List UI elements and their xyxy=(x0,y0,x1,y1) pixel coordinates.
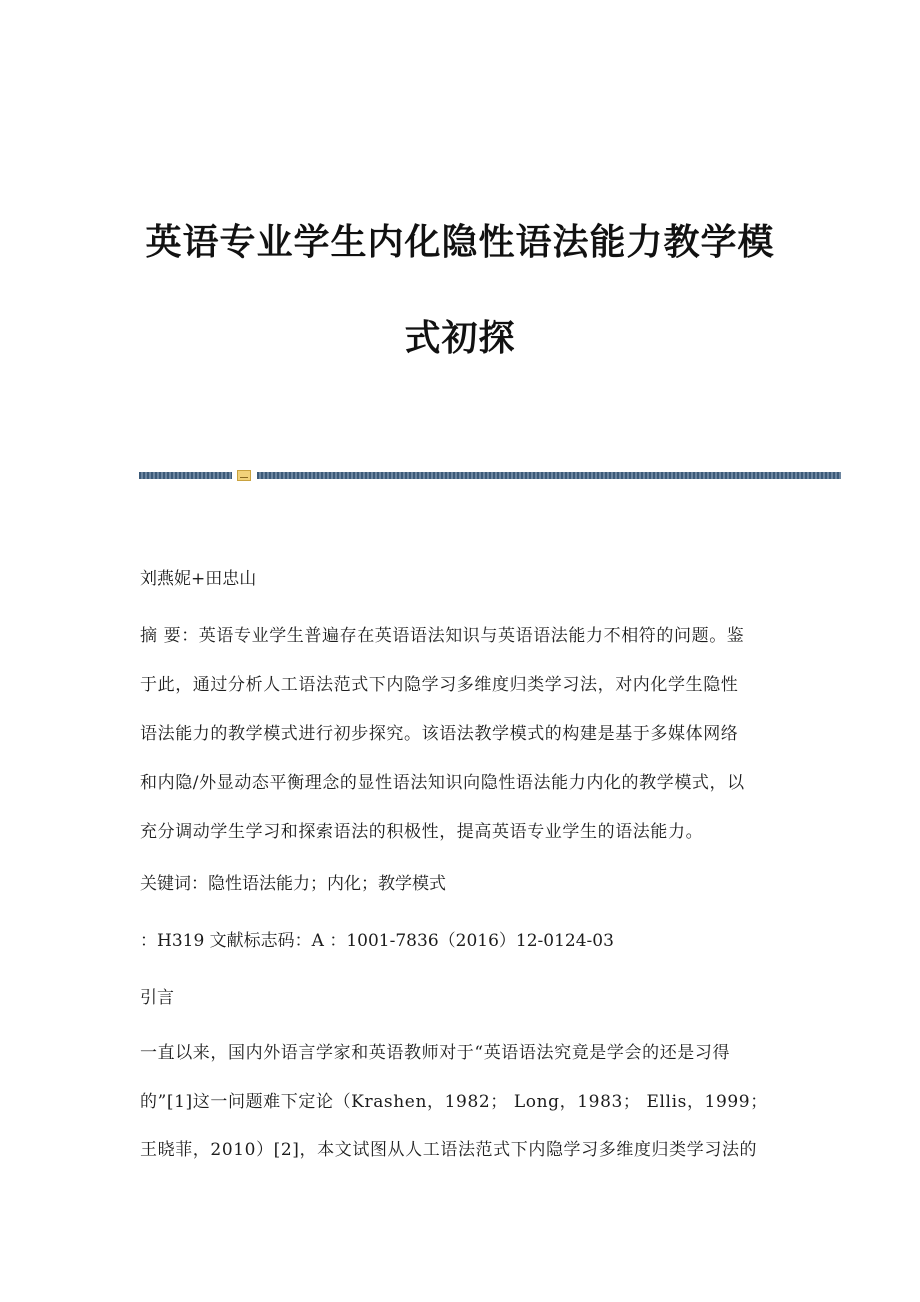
abstract-line: 充分调动学生学习和探索语法的积极性，提高英语专业学生的语法能力。 xyxy=(140,822,704,842)
classification-line: ：H319 文献标志码：A ：1001-7836（2016）12-0124-03 xyxy=(140,931,614,951)
author-line: 刘燕妮+田忠山 xyxy=(140,569,257,589)
divider-bar-right xyxy=(257,472,841,479)
keywords-line: 关键词：隐性语法能力；内化；教学模式 xyxy=(140,874,446,894)
document-title-line-2: 式初探 xyxy=(404,318,516,359)
document-title-line-1: 英语专业学生内化隐性语法能力教学模 xyxy=(145,222,775,263)
abstract-line: 摘 要：英语专业学生普遍存在英语语法知识与英语语法能力不相符的问题。鉴 xyxy=(140,626,745,646)
abstract-line: 和内隐/外显动态平衡理念的显性语法知识向隐性语法能力内化的教学模式，以 xyxy=(140,773,745,793)
title-divider xyxy=(139,470,841,482)
intro-line: 一直以来，国内外语言学家和英语教师对于“英语语法究竟是学会的还是习得 xyxy=(140,1043,731,1063)
divider-bar-left xyxy=(139,472,232,479)
abstract-line: 于此，通过分析人工语法范式下内隐学习多维度归类学习法，对内化学生隐性 xyxy=(140,675,739,695)
envelope-icon xyxy=(237,470,251,481)
intro-line: 的”[1]这一问题难下定论（Krashen，1982； Long，1983； Ellis，1999； xyxy=(140,1092,768,1112)
section-heading: 引言 xyxy=(140,988,174,1008)
abstract-line: 语法能力的教学模式进行初步探究。该语法教学模式的构建是基于多媒体网络 xyxy=(140,724,739,744)
intro-line: 王晓菲，2010）[2]，本文试图从人工语法范式下内隐学习多维度归类学习法的 xyxy=(140,1140,758,1160)
